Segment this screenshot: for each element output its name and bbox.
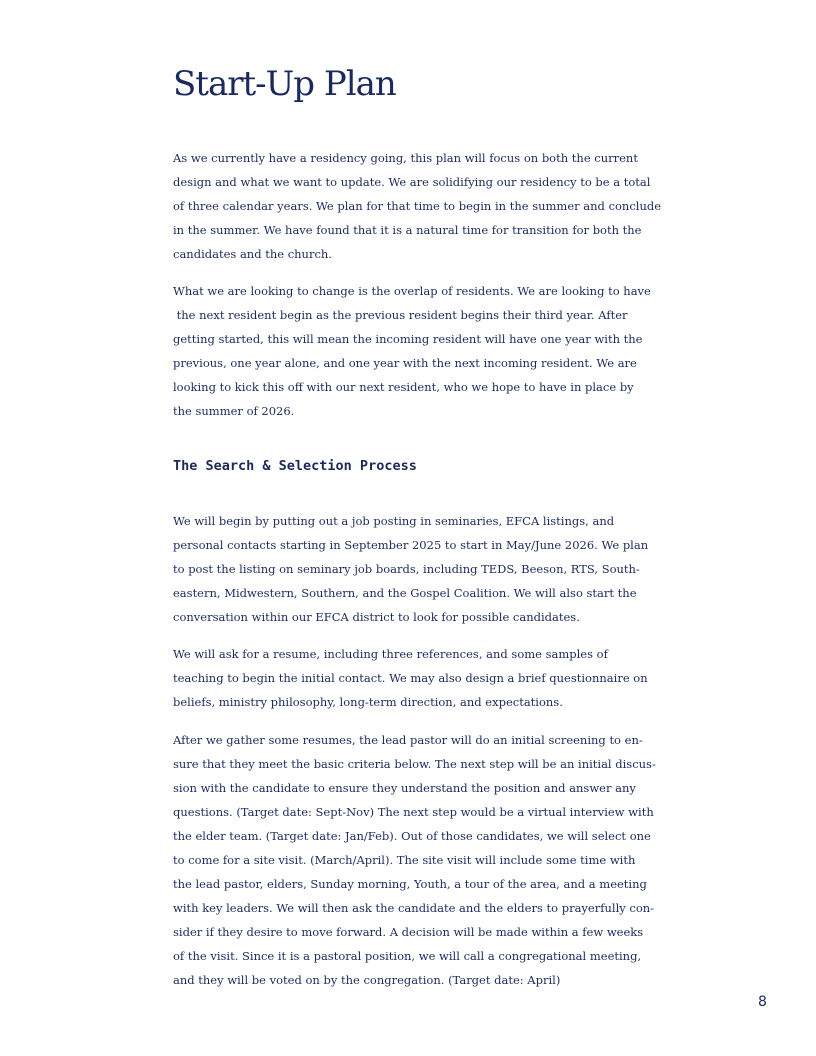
text-line: with key leaders. We will then ask the candidate and the elders to prayerfully con- <box>173 901 655 915</box>
text-line: the lead pastor, elders, Sunday morning, Youth, a tour of the area, and a meeting <box>173 877 647 891</box>
text-line: of the visit. Since it is a pastoral position, we will call a congregational meeting, <box>173 949 642 963</box>
text-line: the next resident begin as the previous resident begins their third year. After <box>173 308 628 322</box>
text-line: design and what we want to update. We are solidifying our residency to be a total <box>173 175 651 189</box>
text-line: previous, one year alone, and one year with the next incoming resident. We are <box>173 356 637 370</box>
text-line: We will ask for a resume, including three references, and some samples of <box>173 647 608 661</box>
text-line: sure that they meet the basic criteria below. The next step will be an initial discus- <box>173 757 656 771</box>
search-paragraph-3 <box>173 728 656 992</box>
text-line: sion with the candidate to ensure they understand the position and answer any <box>173 781 636 795</box>
search-paragraph-2 <box>173 642 648 714</box>
text-line: getting started, this will mean the incoming resident will have one year with the <box>173 332 643 346</box>
section-heading: The Search & Selection Process <box>173 458 417 474</box>
text-line: questions. (Target date: Sept-Nov) The next step would be a virtual interview with <box>173 805 654 819</box>
text-line: the summer of 2026. <box>173 404 295 418</box>
page-title: Start-Up Plan <box>173 64 396 104</box>
text-line: teaching to begin the initial contact. We may also design a brief questionnaire on <box>173 671 648 685</box>
text-line: to post the listing on seminary job boards, including TEDS, Beeson, RTS, South- <box>173 562 640 576</box>
intro-paragraph-2 <box>173 279 651 423</box>
text-line: candidates and the church. <box>173 247 332 261</box>
text-line: eastern, Midwestern, Southern, and the Gospel Coalition. We will also start the <box>173 586 637 600</box>
text-line: After we gather some resumes, the lead pastor will do an initial screening to en- <box>173 733 643 747</box>
text-line: to come for a site visit. (March/April). The site visit will include some time with <box>173 853 636 867</box>
intro-paragraph-1 <box>173 146 662 266</box>
text-line: of three calendar years. We plan for that time to begin in the summer and conclude <box>173 199 662 213</box>
page-number: 8 <box>758 994 767 1010</box>
search-paragraph-1 <box>173 509 648 629</box>
text-line: in the summer. We have found that it is a natural time for transition for both the <box>173 223 642 237</box>
text-line: sider if they desire to move forward. A decision will be made within a few weeks <box>173 925 644 939</box>
text-line: beliefs, ministry philosophy, long-term direction, and expectations. <box>173 695 563 709</box>
text-line: personal contacts starting in September 2025 to start in May/June 2026. We plan <box>173 538 649 552</box>
text-line: and they will be voted on by the congregation. (Target date: April) <box>173 973 561 987</box>
text-line: As we currently have a residency going, this plan will focus on both the current <box>173 151 638 165</box>
text-line: What we are looking to change is the overlap of residents. We are looking to have <box>173 284 651 298</box>
text-line: the elder team. (Target date: Jan/Feb). Out of those candidates, we will select one <box>173 829 651 843</box>
text-line: We will begin by putting out a job posting in seminaries, EFCA listings, and <box>173 514 615 528</box>
text-line: conversation within our EFCA district to look for possible candidates. <box>173 610 580 624</box>
text-line: looking to kick this off with our next resident, who we hope to have in place by <box>173 380 634 394</box>
